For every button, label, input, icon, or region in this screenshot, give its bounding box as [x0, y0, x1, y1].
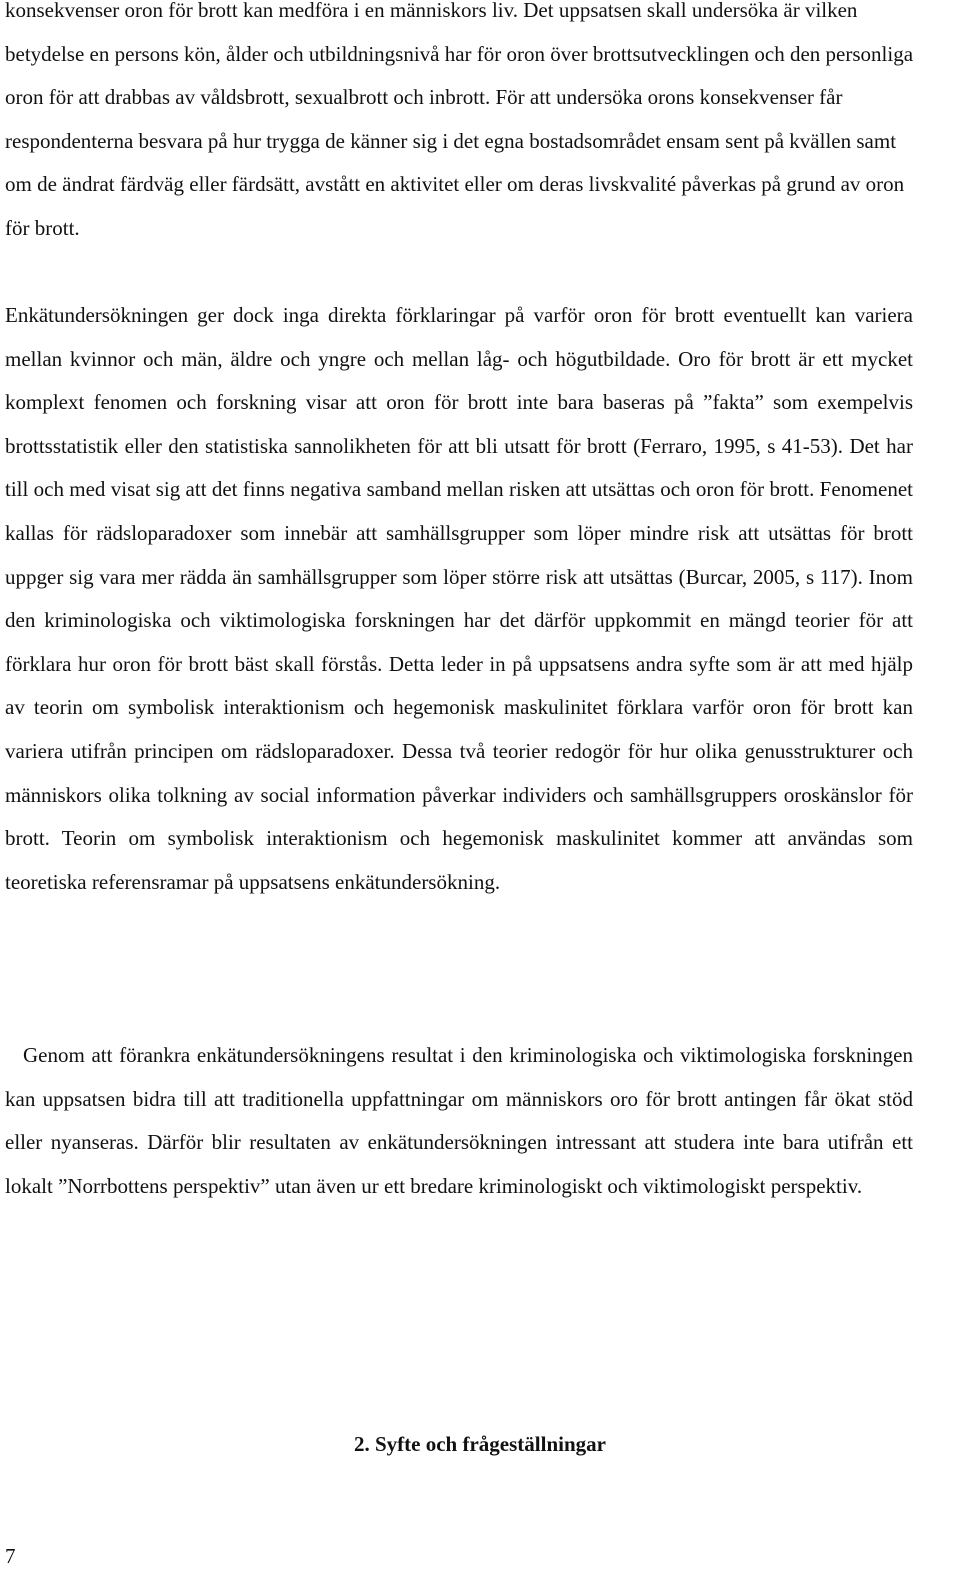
paragraph-survey-explanation: Enkätundersökningen ger dock inga direkta förklaringar på varför oron för brott eventuellt kan variera mellan kvinnor och män, äldre och yngre och mellan låg- och högutbildade. Oro för brott är ett mycket komplext fenomen och forskning visar att oron för brott inte bara baseras på ”fakta” som exempelvis brottsstatistik eller den statistiska sannolikheten för att bli utsatt för brott (Ferraro, 1995, s 41-53). Det har till och med visat sig att det finns negativa samband mellan risken att utsättas och oron för brott. Fenomenet kallas för rädsloparadoxer som innebär att samhällsgrupper som löper mindre risk att utsättas för brott uppger sig vara mer rädda än samhällsgrupper som löper större risk att utsättas (Burcar, 2005, s 117). Inom den kriminologiska och viktimologiska forskningen har det därför uppkommit en mängd teorier för att förklara hur oron för brott bäst skall förstås. Detta leder in på uppsatsens andra syfte som är att med hjälp av teorin om symbolisk interaktionism och hegemonisk maskulinitet förklara varför oron för brott kan variera utifrån principen om rädsloparadoxer. Dessa två teorier redogör för hur olika genusstrukturer och människors olika tolkning av social information påverkar individers och samhällsgruppers oroskänslor för brott. Teorin om symbolisk interaktionism och hegemonisk maskulinitet kommer att användas som teoretiska referensramar på uppsatsens enkätundersökning.: [5, 303, 913, 894]
section-heading: 2. Syfte och frågeställningar: [354, 1432, 606, 1456]
page-number: 7: [5, 1544, 16, 1568]
paragraph-contribution: Genom att förankra enkätundersökningens resultat i den kriminologiska och viktimologiska forskningen kan uppsatsen bidra till att traditionella uppfattningar om människors oro för brott antingen får ökat stöd eller nyanseras. Därför blir resultaten av enkätundersökningen intressant att studera inte bara utifrån ett lokalt ”Norrbottens perspektiv” utan även ur ett bredare kriminologiskt och viktimologiskt perspektiv.: [5, 1043, 913, 1198]
paragraph-intro-continued: konsekvenser oron för brott kan medföra i en människors liv. Det uppsatsen skall undersöka är vilken betydelse en persons kön, ålder och utbildningsnivå har för oron över brottsutvecklingen och den personliga oron för att drabbas av våldsbrott, sexualbrott och inbrott. För att undersöka orons konsekvenser får respondenterna besvara på hur trygga de känner sig i det egna bostadsområdet ensam sent på kvällen samt om de ändrat färdväg eller färdsätt, avstått en aktivitet eller om deras livskvalité påverkas på grund av oron för brott.: [5, 0, 914, 240]
